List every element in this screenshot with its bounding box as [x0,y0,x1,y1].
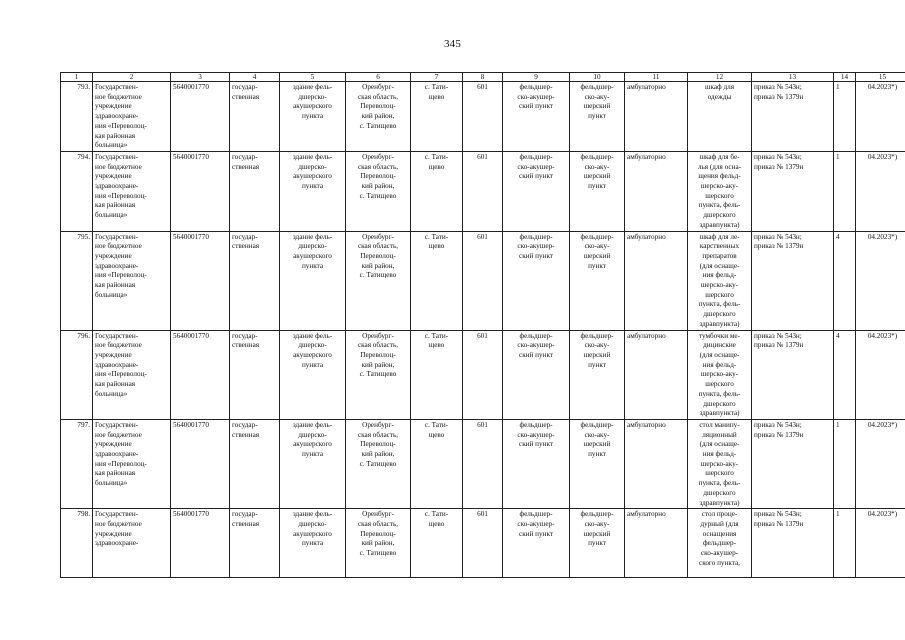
equipment-item: шкаф для одежды [688,82,752,152]
inn-code: 5640001770 [171,419,230,508]
delivery-date: 04.2023*) [856,82,905,152]
column-number: 1 [61,73,93,82]
equipment-item: стол проце- дурный (для оснащения фельдшер- ско-акушер- ского пункта, [688,509,752,578]
column-number: 13 [752,73,834,82]
care-condition: амбулаторно [625,151,688,231]
inn-code: 5640001770 [171,231,230,330]
delivery-date: 04.2023*) [856,330,905,419]
quantity: 4 [834,231,856,330]
legal-basis: приказ № 543н; приказ № 1379н [752,231,834,330]
building-name: здание фель- дшерско- акушерского пункта [280,330,346,419]
quantity: 1 [834,419,856,508]
column-number: 2 [93,73,171,82]
legal-basis: приказ № 543н; приказ № 1379н [752,509,834,578]
building-name: здание фель- дшерско- акушерского пункта [280,82,346,152]
equipment-item: шкаф для бе- лья (для осна- щения фельд- шерско-аку- шерского пункта, фель- дшерского здравпункта) [688,151,752,231]
address: Оренбург- ская область, Переволоц- кий район, с. Татищево [346,509,411,578]
column-number: 5 [280,73,346,82]
delivery-date: 04.2023*) [856,509,905,578]
care-condition: амбулаторно [625,82,688,152]
facility-code: 601 [463,231,503,330]
ownership-type: государ- ственная [230,82,280,152]
row-number: 793. [61,82,93,152]
organization-name: Государствен- ное бюджетное учреждение здравоохране- ния «Переволоц- кая районная больница» [93,82,171,152]
organization-name: Государствен- ное бюджетное учреждение здравоохране- ния «Переволоц- кая районная больница» [93,231,171,330]
inn-code: 5640001770 [171,82,230,152]
delivery-date: 04.2023*) [856,231,905,330]
column-number: 14 [834,73,856,82]
unit-type: фельдшер- ско-акушер- ский пункт [503,231,570,330]
unit-type: фельдшер- ско-акушер- ский пункт [503,509,570,578]
table-row [61,419,905,508]
column-number: 8 [463,73,503,82]
column-number: 15 [856,73,905,82]
column-number: 11 [625,73,688,82]
column-number: 3 [171,73,230,82]
column-number: 9 [503,73,570,82]
facility-code: 601 [463,82,503,152]
row-number: 797. [61,419,93,508]
row-number: 798. [61,509,93,578]
care-condition: амбулаторно [625,231,688,330]
quantity: 1 [834,151,856,231]
building-name: здание фель- дшерско- акушерского пункта [280,419,346,508]
legal-basis: приказ № 543н; приказ № 1379н [752,82,834,152]
table-row [61,330,905,419]
unit-name: фельдшер- ско-аку- шерский пункт [570,151,625,231]
address: Оренбург- ская область, Переволоц- кий район, с. Татищево [346,419,411,508]
legal-basis: приказ № 543н; приказ № 1379н [752,419,834,508]
organization-name: Государствен- ное бюджетное учреждение здравоохране- ния «Переволоц- кая районная больница» [93,151,171,231]
locality: с. Тати- щево [411,419,463,508]
column-number-row [61,73,905,82]
column-number: 7 [411,73,463,82]
column-number: 12 [688,73,752,82]
table-row [61,151,905,231]
facility-code: 601 [463,330,503,419]
unit-type: фельдшер- ско-акушер- ский пункт [503,330,570,419]
equipment-register-table [60,72,905,578]
address: Оренбург- ская область, Переволоц- кий район, с. Татищево [346,82,411,152]
unit-name: фельдшер- ско-аку- шерский пункт [570,231,625,330]
unit-type: фельдшер- ско-акушер- ский пункт [503,151,570,231]
row-number: 796. [61,330,93,419]
building-name: здание фель- дшерско- акушерского пункта [280,151,346,231]
table-row [61,231,905,330]
unit-name: фельдшер- ско-аку- шерский пункт [570,419,625,508]
organization-name: Государствен- ное бюджетное учреждение здравоохране- [93,509,171,578]
inn-code: 5640001770 [171,151,230,231]
ownership-type: государ- ственная [230,419,280,508]
delivery-date: 04.2023*) [856,419,905,508]
ownership-type: государ- ственная [230,231,280,330]
address: Оренбург- ская область, Переволоц- кий район, с. Татищево [346,151,411,231]
legal-basis: приказ № 543н; приказ № 1379н [752,330,834,419]
equipment-item: стол манипу- ляционный (для оснаще- ния фельд- шерско-аку- шерского пункта, фель- дшерского здравпункта) [688,419,752,508]
quantity: 1 [834,82,856,152]
locality: с. Тати- щево [411,231,463,330]
address: Оренбург- ская область, Переволоц- кий район, с. Татищево [346,330,411,419]
column-number: 4 [230,73,280,82]
equipment-item: тумбочки ме- дицинские (для оснаще- ния фельд- шерско-аку- шерского пункта, фель- дшерского здравпункта) [688,330,752,419]
locality: с. Тати- щево [411,330,463,419]
building-name: здание фель- дшерско- акушерского пункта [280,231,346,330]
page-number: 345 [443,38,462,50]
unit-type: фельдшер- ско-акушер- ский пункт [503,82,570,152]
quantity: 4 [834,330,856,419]
ownership-type: государ- ственная [230,330,280,419]
unit-name: фельдшер- ско-аку- шерский пункт [570,509,625,578]
legal-basis: приказ № 543н; приказ № 1379н [752,151,834,231]
unit-name: фельдшер- ско-аку- шерский пункт [570,82,625,152]
inn-code: 5640001770 [171,509,230,578]
table-row [61,509,905,578]
inn-code: 5640001770 [171,330,230,419]
unit-type: фельдшер- ско-акушер- ский пункт [503,419,570,508]
facility-code: 601 [463,419,503,508]
row-number: 795. [61,231,93,330]
equipment-item: шкаф для ле- карственных препаратов (для оснаще- ния фельд- шерско-аку- шерского пункта, фель- дшерского здравпункта) [688,231,752,330]
address: Оренбург- ская область, Переволоц- кий район, с. Татищево [346,231,411,330]
care-condition: амбулаторно [625,419,688,508]
care-condition: амбулаторно [625,509,688,578]
table-row [61,82,905,152]
ownership-type: государ- ственная [230,151,280,231]
building-name: здание фель- дшерско- акушерского пункта [280,509,346,578]
facility-code: 601 [463,151,503,231]
delivery-date: 04.2023*) [856,151,905,231]
care-condition: амбулаторно [625,330,688,419]
locality: с. Тати- щево [411,151,463,231]
quantity: 1 [834,509,856,578]
column-number: 6 [346,73,411,82]
organization-name: Государствен- ное бюджетное учреждение здравоохране- ния «Переволоц- кая районная больница» [93,330,171,419]
unit-name: фельдшер- ско-аку- шерский пункт [570,330,625,419]
organization-name: Государствен- ное бюджетное учреждение здравоохране- ния «Переволоц- кая районная больница» [93,419,171,508]
locality: с. Тати- щево [411,509,463,578]
column-number: 10 [570,73,625,82]
facility-code: 601 [463,509,503,578]
ownership-type: государ- ственная [230,509,280,578]
locality: с. Тати- щево [411,82,463,152]
row-number: 794. [61,151,93,231]
